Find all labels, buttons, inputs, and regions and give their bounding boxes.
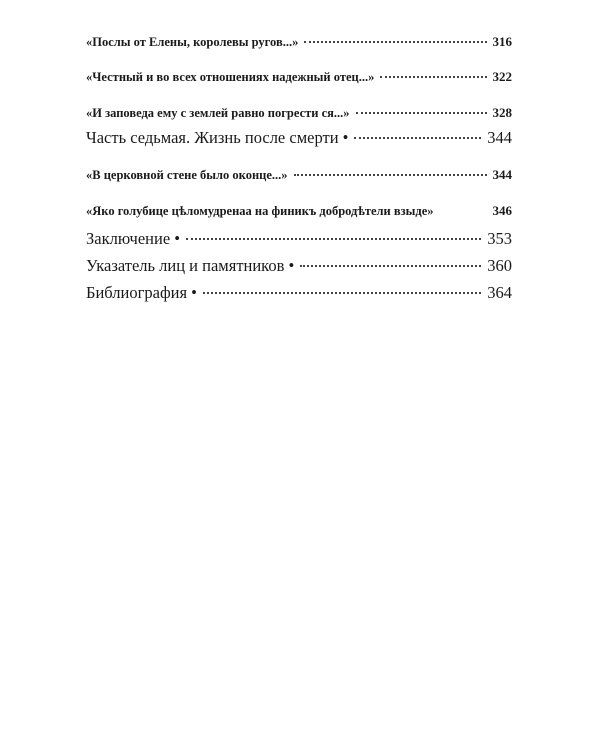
toc-entry-page: 346 — [492, 203, 512, 218]
toc-leader-dots — [354, 137, 481, 139]
toc-entry-title: «Честный и во всех отношениях надежный отец...» — [86, 70, 375, 84]
toc-entry — [86, 231, 512, 248]
toc-entry — [86, 168, 512, 182]
toc-entry — [86, 285, 512, 302]
toc-leader-dots — [304, 41, 486, 43]
toc-entry-page: 328 — [492, 105, 512, 120]
toc-entry — [86, 204, 512, 218]
toc-entry-title: Библиография • — [86, 283, 197, 302]
toc-entry — [86, 70, 512, 84]
toc-entry-title: «И заповеда ему с землей равно погрести ся...» — [86, 106, 350, 120]
toc-leader-dots — [300, 265, 481, 267]
toc-entry — [86, 106, 512, 120]
toc-entry-title: «Яко голубице цѣломудренаа на финикъ добродѣтели взыде» — [86, 204, 434, 218]
toc-entry — [86, 35, 512, 49]
toc-entry-page: 344 — [492, 167, 512, 182]
toc-leader-dots — [294, 174, 487, 176]
toc-entry-page: 316 — [492, 34, 512, 49]
toc-entry-page: 344 — [487, 128, 512, 147]
toc-entry-title: «Послы от Елены, королевы ругов...» — [86, 35, 299, 49]
toc-entry-title: Часть седьмая. Жизнь после смерти • — [86, 128, 349, 147]
toc-entry-page: 364 — [487, 283, 512, 302]
toc-entry-page: 360 — [487, 256, 512, 275]
toc-leader-dots — [356, 112, 487, 114]
toc-entry-page: 322 — [492, 69, 512, 84]
toc-leader-dots — [380, 76, 486, 78]
toc-entry-page: 353 — [487, 229, 512, 248]
toc-entry-title: Заключение • — [86, 229, 181, 248]
toc-leader-dots — [203, 292, 481, 294]
toc-entry-title: Указатель лиц и памятников • — [86, 256, 295, 275]
toc-entry — [86, 130, 512, 147]
toc-leader-dots — [186, 238, 481, 240]
toc-entry-title: «В церковной стене было оконце...» — [86, 168, 288, 182]
toc-entry — [86, 258, 512, 275]
